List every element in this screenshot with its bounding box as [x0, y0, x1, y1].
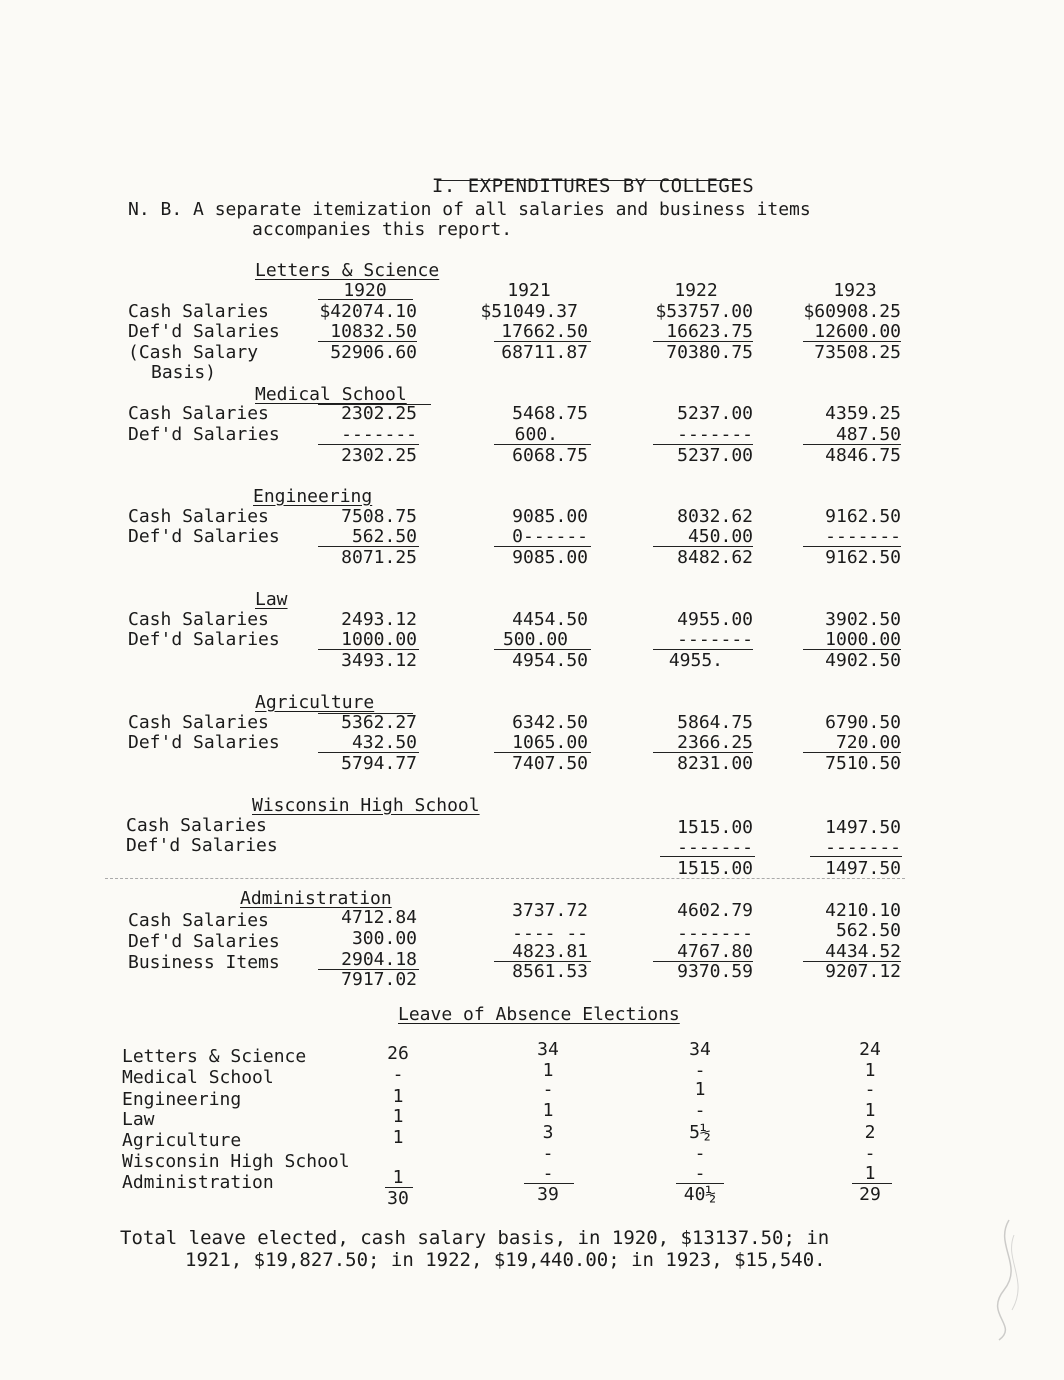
footer-line-1: Total leave elected, cash salary basis, in 1920, $13137.50; in: [120, 1227, 830, 1249]
year-1923: 1923: [833, 280, 877, 301]
row-label: Def'd Salaries: [128, 931, 280, 952]
value: 4823.81: [512, 941, 588, 962]
value: 8032.62: [677, 506, 753, 527]
total: 5237.00: [677, 445, 753, 466]
leave-value: 34: [689, 1039, 711, 1060]
value: 3902.50: [825, 609, 901, 630]
section-title-wisconsin-high-school: Wisconsin High School: [252, 795, 480, 816]
value: 4712.84: [341, 907, 417, 928]
leave-value: -: [542, 1163, 554, 1184]
value: 5362.27: [341, 712, 417, 733]
row-label: Cash Salaries: [128, 403, 269, 424]
value: 10832.50: [330, 321, 417, 342]
leave-value: -: [694, 1143, 706, 1164]
footer-line-2: 1921, $19,827.50; in 1922, $19,440.00; in 1923, $15,540.: [185, 1249, 826, 1271]
value: 487.50: [835, 424, 901, 445]
value: 4955.00: [677, 609, 753, 630]
value: 9162.50: [825, 506, 901, 527]
year-underline: [318, 299, 413, 300]
leave-row-label: Administration: [122, 1172, 274, 1193]
value: 7508.75: [341, 506, 417, 527]
total: 8071.25: [341, 547, 417, 568]
value: 1000.00: [341, 629, 417, 650]
note-line-2: accompanies this report.: [252, 219, 513, 240]
value: $51049.37: [480, 301, 578, 322]
section-title-letters-science: Letters & Science: [255, 260, 440, 281]
row-label: Def'd Salaries: [128, 321, 280, 342]
leave-row-label: Letters & Science: [122, 1046, 307, 1067]
margin-scribble: [984, 1215, 1034, 1345]
total: 1515.00: [677, 858, 753, 879]
sum-rule: [810, 856, 902, 857]
leave-title: Leave of Absence Elections: [398, 1004, 680, 1025]
year-1922: 1922: [674, 280, 718, 301]
leave-value: -: [694, 1163, 706, 1184]
leave-row-label: Law: [122, 1109, 155, 1130]
leave-value: -: [542, 1079, 554, 1100]
leave-value: 5½: [689, 1122, 711, 1143]
value: -------: [677, 923, 753, 944]
value: 12600.00: [814, 321, 901, 342]
leave-total: 30: [387, 1188, 409, 1209]
total: 4902.50: [825, 650, 901, 671]
leave-total: 40½: [683, 1184, 717, 1205]
total: 1497.50: [825, 858, 901, 879]
total: 7407.50: [512, 753, 588, 774]
total: 8482.62: [677, 547, 753, 568]
leave-value: 1: [694, 1079, 706, 1100]
value: 4359.25: [825, 403, 901, 424]
value: ---- --: [512, 923, 588, 944]
value: $53757.00: [655, 301, 753, 322]
row-label: Business Items: [128, 952, 280, 973]
value: 5468.75: [512, 403, 588, 424]
total: 4955.: [668, 650, 723, 671]
section-title-agriculture: Agriculture: [255, 692, 375, 713]
value: 562.50: [351, 526, 417, 547]
leave-value: 1: [864, 1163, 876, 1184]
value: $42074.10: [319, 301, 417, 322]
value: 1497.50: [825, 817, 901, 838]
page-title: I. EXPENDITURES BY COLLEGES: [431, 175, 755, 197]
section-title-law: Law: [255, 589, 288, 610]
value: 1515.00: [677, 817, 753, 838]
total: 4846.75: [825, 445, 901, 466]
row-label: Cash Salaries: [128, 506, 269, 527]
value: 600.: [514, 424, 558, 445]
leave-value: 1: [392, 1106, 404, 1127]
value: 16623.75: [666, 321, 753, 342]
value: -------: [825, 837, 901, 858]
row-label-continued: Basis): [151, 362, 217, 383]
value: 4454.50: [512, 609, 588, 630]
value: 5237.00: [677, 403, 753, 424]
row-label: Def'd Salaries: [128, 424, 280, 445]
value: $60908.25: [803, 301, 901, 322]
leave-value: 34: [537, 1039, 559, 1060]
value: 6790.50: [825, 712, 901, 733]
sum-rule: [318, 713, 413, 714]
total: 9207.12: [825, 961, 901, 982]
row-label: Cash Salaries: [128, 712, 269, 733]
year-1921: 1921: [507, 280, 551, 301]
value: 4210.10: [825, 900, 901, 921]
value: 6342.50: [512, 712, 588, 733]
divider: [105, 878, 905, 879]
leave-value: 2: [864, 1122, 876, 1143]
value: 2493.12: [341, 609, 417, 630]
row-label: Cash Salaries: [128, 609, 269, 630]
value: 0------: [512, 526, 588, 547]
total: 8561.53: [512, 961, 588, 982]
value: 3737.72: [512, 900, 588, 921]
value: 17662.50: [501, 321, 588, 342]
value: 70380.75: [666, 342, 753, 363]
total: 2302.25: [341, 445, 417, 466]
note-line-1: N. B. A separate itemization of all salaries and business items: [128, 199, 811, 220]
leave-value: -: [864, 1143, 876, 1164]
total: 7510.50: [825, 753, 901, 774]
value: -------: [677, 629, 753, 650]
leave-value: 3: [542, 1122, 554, 1143]
total: 7917.02: [341, 969, 417, 990]
row-label: Def'd Salaries: [128, 732, 280, 753]
value: 720.00: [835, 732, 901, 753]
value: -------: [825, 526, 901, 547]
leave-value: -: [694, 1100, 706, 1121]
section-title-medical-school: Medical School: [255, 384, 407, 405]
leave-value: 1: [864, 1100, 876, 1121]
leave-total: 39: [537, 1184, 559, 1205]
row-label: Def'd Salaries: [128, 629, 280, 650]
value: 2366.25: [677, 732, 753, 753]
row-label: Def'd Salaries: [128, 526, 280, 547]
leave-value: 1: [864, 1060, 876, 1081]
value: 2904.18: [341, 949, 417, 970]
section-title-administration: Administration: [240, 888, 392, 909]
leave-row-label: Wisconsin High School: [122, 1151, 350, 1172]
sum-rule: [660, 856, 755, 857]
leave-total: 29: [859, 1184, 881, 1205]
value: 432.50: [351, 732, 417, 753]
total: 9085.00: [512, 547, 588, 568]
value: 450.00: [687, 526, 753, 547]
value: 300.00: [351, 928, 417, 949]
leave-value: 26: [387, 1043, 409, 1064]
total: 4954.50: [512, 650, 588, 671]
leave-value: -: [694, 1060, 706, 1081]
row-label: Def'd Salaries: [126, 835, 278, 856]
row-label: Cash Salaries: [126, 815, 267, 836]
value: -------: [677, 837, 753, 858]
value: 5864.75: [677, 712, 753, 733]
leave-value: 1: [392, 1167, 404, 1188]
value: 500.00: [502, 629, 568, 650]
leave-value: 1: [392, 1127, 404, 1148]
value: 562.50: [835, 920, 901, 941]
total: 9370.59: [677, 961, 753, 982]
row-label: Cash Salaries: [128, 910, 269, 931]
leave-row-label: Medical School: [122, 1067, 274, 1088]
leave-value: 1: [392, 1086, 404, 1107]
row-label: Cash Salaries: [128, 301, 269, 322]
value: 1000.00: [825, 629, 901, 650]
title-underline: [437, 180, 741, 181]
value: 9085.00: [512, 506, 588, 527]
year-1920: 1920: [343, 280, 387, 301]
total: 8231.00: [677, 753, 753, 774]
value: 4434.52: [825, 941, 901, 962]
leave-value: 1: [542, 1100, 554, 1121]
leave-value: -: [392, 1064, 404, 1085]
value: 52906.60: [330, 342, 417, 363]
value: 1065.00: [512, 732, 588, 753]
leave-value: 24: [859, 1039, 881, 1060]
value: -------: [341, 424, 417, 445]
value: 2302.25: [341, 403, 417, 424]
total: 5794.77: [341, 753, 417, 774]
total: 6068.75: [512, 445, 588, 466]
value: -------: [677, 424, 753, 445]
value: 68711.87: [501, 342, 588, 363]
value: 73508.25: [814, 342, 901, 363]
leave-value: 1: [542, 1060, 554, 1081]
leave-value: -: [864, 1079, 876, 1100]
row-label: (Cash Salary: [128, 342, 259, 363]
value: 4602.79: [677, 900, 753, 921]
leave-value: -: [542, 1143, 554, 1164]
total: 3493.12: [341, 650, 417, 671]
total: 9162.50: [825, 547, 901, 568]
leave-row-label: Engineering: [122, 1089, 242, 1110]
section-title-engineering: Engineering: [253, 486, 373, 507]
value: 4767.80: [677, 941, 753, 962]
leave-row-label: Agriculture: [122, 1130, 242, 1151]
